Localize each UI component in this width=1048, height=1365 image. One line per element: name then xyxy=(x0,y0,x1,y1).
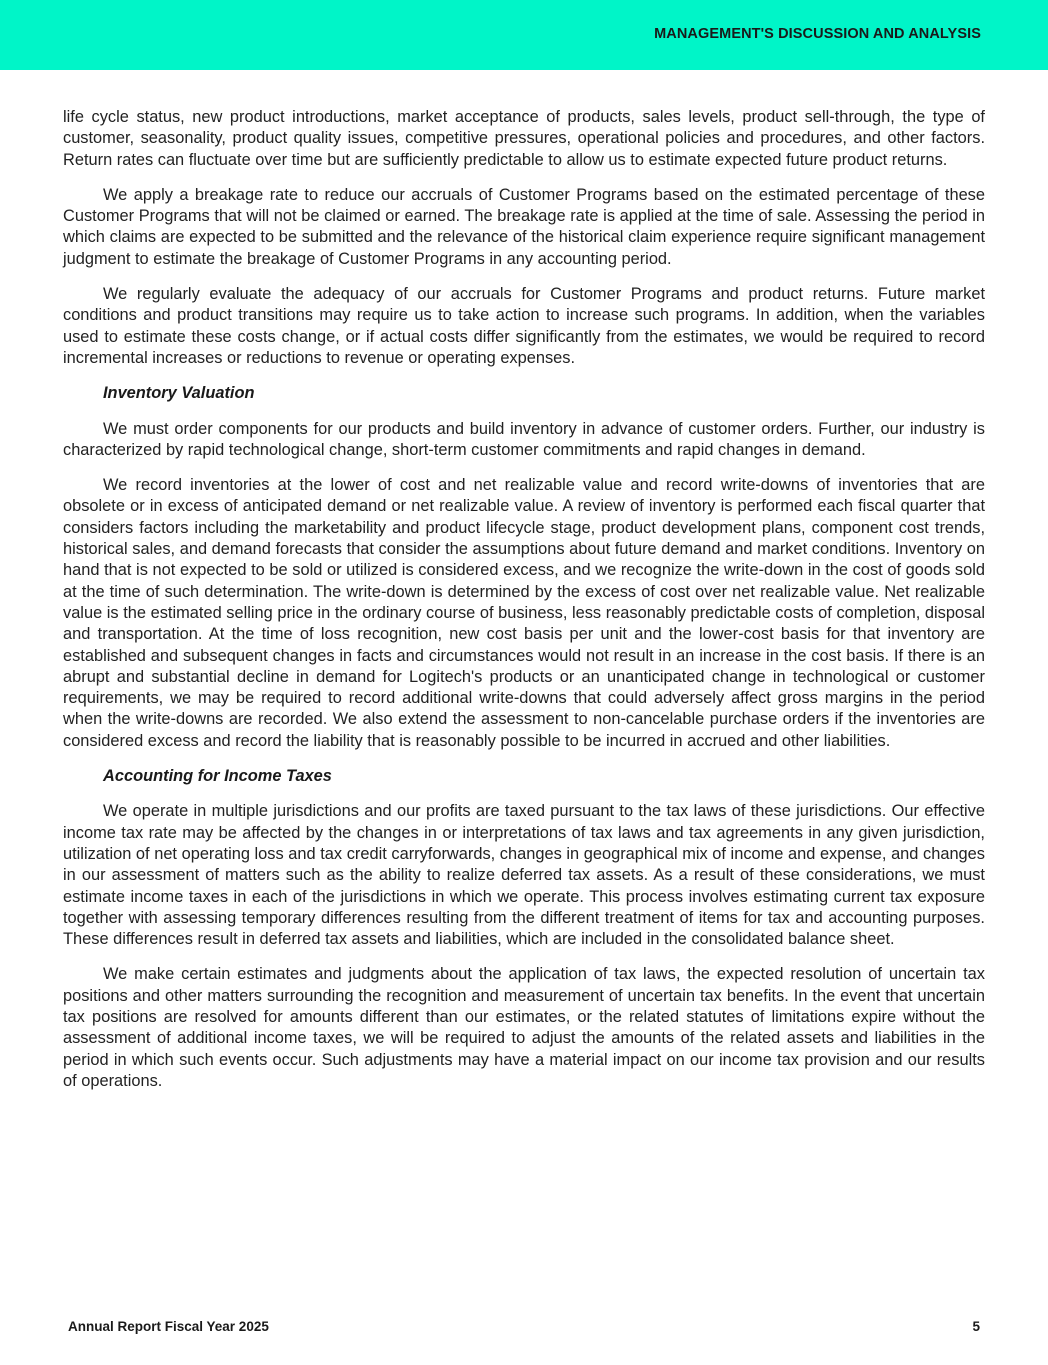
paragraph-returns-continued: life cycle status, new product introductions, market acceptance of products, sales levels, product sell-through, the type of customer, seasonality, product quality issues, competitive pressures, operational policies and procedures, and other factors. Return rates can fluctuate over time but are sufficiently predictable to allow us to estimate expected future product returns. xyxy=(63,108,985,169)
paragraph-accrual-evaluation: We regularly evaluate the adequacy of our accruals for Customer Programs and product returns. Future market conditions and product transitions may require us to take action to increase such programs. In addition, when the variables used to estimate these costs change, or if actual costs differ significantly from the estimates, we would be required to record incremental increases or reductions to revenue or operating expenses. xyxy=(63,285,985,367)
header-band xyxy=(0,0,1048,70)
heading-income-taxes: Accounting for Income Taxes xyxy=(103,767,332,786)
paragraph-inventory-write-downs: We record inventories at the lower of cost and net realizable value and record write-downs of inventories that are obsolete or in excess of anticipated demand or net realizable value. A review of inventory is performed each fiscal quarter that considers factors including the marketability and product lifecycle stage, product development plans, component cost trends, historical sales, and demand forecasts that consider the assumptions about future demand and market conditions. Inventory on hand that is not expected to be sold or utilized is considered excess, and we recognize the write-down in the cost of goods sold at the time of such determination. The write-down is determined by the excess of cost over net realizable value. Net realizable value is the estimated selling price in the ordinary course of business, less reasonably predictable costs of completion, disposal and transportation. At the time of loss recognition, new cost basis per unit and the lower-cost basis for that inventory are established and subsequent changes in facts and circumstances would not result in an increase in the cost basis. If there is an abrupt and substantial decline in demand for Logitech's products or an unanticipated change in technological or customer requirements, we may be required to record additional write-downs that could adversely affect gross margins in the period when the write-downs are recorded. We also extend the assessment to non-cancelable purchase orders if the inventories are considered excess and record the liability that is reasonably possible to be incurred in accrued and other liabilities. xyxy=(63,476,985,750)
section-title: MANAGEMENT'S DISCUSSION AND ANALYSIS xyxy=(654,26,981,42)
paragraph-tax-jurisdictions: We operate in multiple jurisdictions and our profits are taxed pursuant to the tax laws of these jurisdictions. Our effective income tax rate may be affected by the changes in or interpretations of tax laws and tax agreements in any given jurisdiction, utilization of net operating loss and tax credit carryforwards, changes in geographical mix of income and expense, and changes in our assessment of matters such as the ability to realize deferred tax assets. As a result of these considerations, we must estimate income taxes in each of the jurisdictions in which we operate. This process involves estimating current tax exposure together with assessing temporary differences resulting from the different treatment of items for tax and accounting purposes. These differences result in deferred tax assets and liabilities, which are included in the consolidated balance sheet. xyxy=(63,802,985,949)
heading-inventory-valuation: Inventory Valuation xyxy=(103,384,255,403)
main-text xyxy=(63,107,985,1106)
page-number: 5 xyxy=(972,1319,980,1334)
footer-report-title: Annual Report Fiscal Year 2025 xyxy=(68,1319,269,1334)
paragraph-inventory-orders: We must order components for our products and build inventory in advance of customer orders. Further, our industry is characterized by rapid technological change, short-term customer commitments and rapid changes in demand. xyxy=(63,419,985,459)
paragraph-tax-estimates: We make certain estimates and judgments about the application of tax laws, the expected resolution of uncertain tax positions and other matters surrounding the recognition and measurement of uncertain tax benefits. In the event that uncertain tax positions are resolved for amounts different than our estimates, or the related statutes of limitations expire without the assessment of additional income taxes, we will be required to adjust the amounts of the related assets and liabilities in the period in which such events occur. Such adjustments may have a material impact on our income tax provision and our results of operations. xyxy=(63,965,985,1090)
paragraph-breakage-rate: We apply a breakage rate to reduce our accruals of Customer Programs based on the estimated percentage of these Customer Programs that will not be claimed or earned. The breakage rate is applied at the time of sale. Assessing the period in which claims are expected to be submitted and the relevance of the historical claim experience require significant management judgment to estimate the breakage of Customer Programs in any accounting period. xyxy=(63,185,985,268)
